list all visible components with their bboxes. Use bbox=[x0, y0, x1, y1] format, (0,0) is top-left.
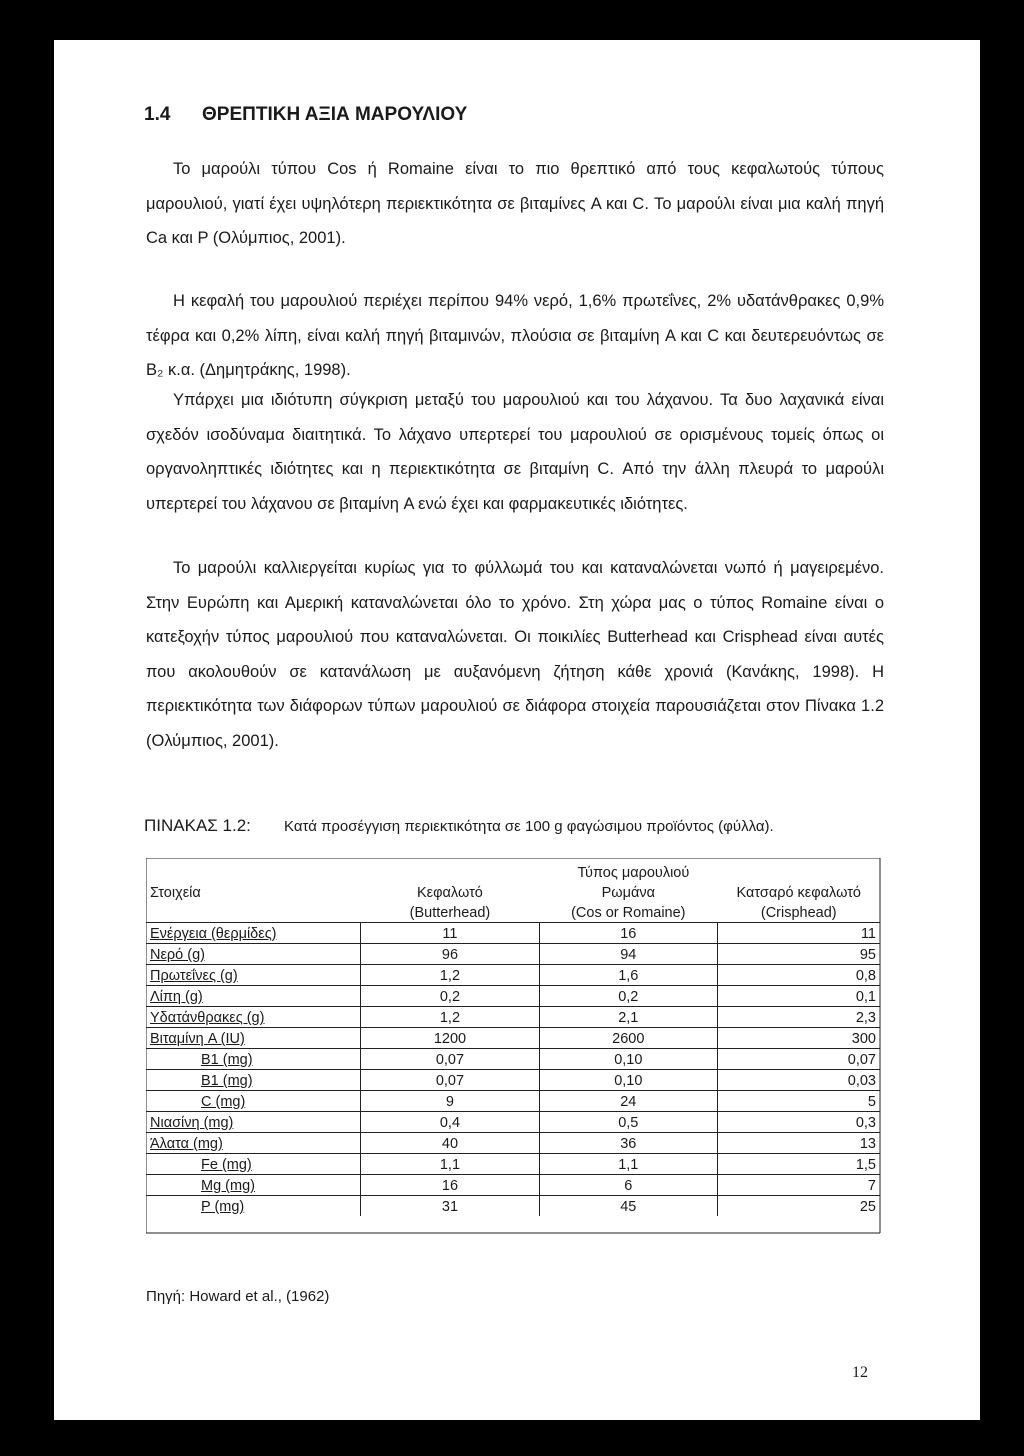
cell-value: 0,8 bbox=[717, 965, 880, 986]
cell-value: 6 bbox=[539, 1175, 717, 1196]
cell-element: Νερό (g) bbox=[146, 944, 361, 965]
cell-value: 1,2 bbox=[361, 965, 539, 986]
cell-value: 0,1 bbox=[717, 986, 880, 1007]
header-element: Στοιχεία bbox=[150, 885, 201, 901]
cell-element: C (mg) bbox=[146, 1091, 361, 1112]
paragraph-2: Η κεφαλή του μαρουλιού περιέχει περίπου 94% νερό, 1,6% πρωτεΐνες, 2% υδατάνθρακες 0,9% τέφρα και 0,2% λίπη, είναι καλή πηγή βιταμινών, πλούσια σε βιταμίνη A και C και δευτερευόντως σε B₂ κ.α. (Δημητράκης, 1998). bbox=[146, 292, 884, 379]
cell-value: 2600 bbox=[539, 1028, 717, 1049]
section-number: 1.4 bbox=[144, 104, 171, 125]
table-caption bbox=[144, 816, 774, 836]
cell-value: 300 bbox=[717, 1028, 880, 1049]
table-header-subrow bbox=[146, 902, 880, 923]
cell-value: 1,1 bbox=[361, 1154, 539, 1175]
document-page bbox=[54, 40, 980, 1420]
cell-value: 1,1 bbox=[539, 1154, 717, 1175]
cell-element: Ενέργεια (θερμίδες) bbox=[146, 923, 361, 944]
header-romaine-sub: (Cos or Romaine) bbox=[571, 905, 686, 921]
cell-value: 31 bbox=[361, 1196, 539, 1217]
section-title: ΘΡΕΠΤΙΚΗ ΑΞΙΑ ΜΑΡΟΥΛΙΟΥ bbox=[202, 104, 468, 125]
header-romaine: Ρωμάνα bbox=[601, 885, 655, 901]
cell-value: 0,5 bbox=[539, 1112, 717, 1133]
group-header: Τύπος μαρουλιού bbox=[577, 865, 690, 881]
table-row bbox=[146, 1028, 880, 1049]
cell-value: 94 bbox=[539, 944, 717, 965]
table-caption-text: Κατά προσέγγιση περιεκτικότητα σε 100 g φαγώσιμου προϊόντος (φύλλα). bbox=[284, 818, 774, 835]
table-row bbox=[146, 1049, 880, 1070]
table-row bbox=[146, 1154, 880, 1175]
paragraph-4: Το μαρούλι καλλιεργείται κυρίως για το φύλλωμά του και καταναλώνεται νωπό ή μαγειρεμένο. Στην Ευρώπη και Αμερική καταναλώνεται όλο το χρόνο. Στη χώρα μας ο τύπος Romaine είναι ο κατεξοχήν τύπος μαρουλιού που καταναλώνεται. Οι ποικιλίες Butterhead και Crisphead είναι αυτές που ακολουθούν σε κατανάλωση με αυξανόμενη ζήτηση κάθε χρονιά (Κανάκης, 1998). Η περιεκτικότητα των διάφορων τύπων μαρουλιού σε διάφορα στοιχεία παρουσιάζεται στον Πίνακα 1.2 (Ολύμπιος, 2001). bbox=[146, 559, 884, 750]
header-crisphead-sub: (Crisphead) bbox=[760, 905, 837, 921]
cell-element: Πρωτεΐνες (g) bbox=[146, 965, 361, 986]
table-label: ΠΙΝΑΚΑΣ 1.2: bbox=[144, 816, 251, 835]
cell-value: 25 bbox=[717, 1196, 880, 1217]
table-row bbox=[146, 1007, 880, 1028]
cell-value: 13 bbox=[717, 1133, 880, 1154]
header-butterhead-sub: (Butterhead) bbox=[409, 905, 491, 921]
table-row bbox=[146, 1091, 880, 1112]
cell-element: P (mg) bbox=[146, 1196, 361, 1217]
cell-value: 1,6 bbox=[539, 965, 717, 986]
cell-value: 0,3 bbox=[717, 1112, 880, 1133]
table-row bbox=[146, 1196, 880, 1217]
cell-value: 36 bbox=[539, 1133, 717, 1154]
section-heading bbox=[144, 104, 467, 126]
cell-element: Βιταμίνη A (IU) bbox=[146, 1028, 361, 1049]
page-number: 12 bbox=[852, 1364, 868, 1381]
cell-value: 0,07 bbox=[717, 1049, 880, 1070]
cell-value: 24 bbox=[539, 1091, 717, 1112]
cell-element: Mg (mg) bbox=[146, 1175, 361, 1196]
cell-value: 0,07 bbox=[361, 1070, 539, 1091]
table-row bbox=[146, 965, 880, 986]
table-row bbox=[146, 923, 880, 944]
cell-value: 2,1 bbox=[539, 1007, 717, 1028]
cell-value: 7 bbox=[717, 1175, 880, 1196]
table-row bbox=[146, 1175, 880, 1196]
header-butterhead: Κεφαλωτό bbox=[417, 885, 483, 901]
cell-value: 1,5 bbox=[717, 1154, 880, 1175]
cell-value: 11 bbox=[361, 923, 539, 944]
cell-value: 0,2 bbox=[539, 986, 717, 1007]
table-row bbox=[146, 986, 880, 1007]
table-row bbox=[146, 1133, 880, 1154]
table-source: Πηγή: Howard et al., (1962) bbox=[146, 1288, 330, 1305]
cell-element: B1 (mg) bbox=[146, 1070, 361, 1091]
cell-value: 0,2 bbox=[361, 986, 539, 1007]
cell-element: Fe (mg) bbox=[146, 1154, 361, 1175]
cell-value: 0,4 bbox=[361, 1112, 539, 1133]
cell-value: 40 bbox=[361, 1133, 539, 1154]
cell-value: 0,10 bbox=[539, 1049, 717, 1070]
cell-value: 9 bbox=[361, 1091, 539, 1112]
cell-element: Άλατα (mg) bbox=[146, 1133, 361, 1154]
cell-value: 0,07 bbox=[361, 1049, 539, 1070]
cell-element: Υδατάνθρακες (g) bbox=[146, 1007, 361, 1028]
cell-element: Λίπη (g) bbox=[146, 986, 361, 1007]
cell-element: B1 (mg) bbox=[146, 1049, 361, 1070]
cell-value: 1,2 bbox=[361, 1007, 539, 1028]
cell-value: 0,03 bbox=[717, 1070, 880, 1091]
table-row bbox=[146, 944, 880, 965]
cell-value: 95 bbox=[717, 944, 880, 965]
cell-value: 5 bbox=[717, 1091, 880, 1112]
cell-value: 16 bbox=[539, 923, 717, 944]
cell-value: 45 bbox=[539, 1196, 717, 1217]
nutrition-table bbox=[146, 862, 880, 1216]
paragraph-1: Το μαρούλι τύπου Cos ή Romaine είναι το πιο θρεπτικό από τους κεφαλωτούς τύπους μαρουλιού, γιατί έχει υψηλότερη περιεκτικότητα σε βιταμίνες A και C. Το μαρούλι είναι μια καλή πηγή Ca και P (Ολύμπιος, 2001). bbox=[146, 160, 884, 247]
table-header-group bbox=[146, 862, 880, 882]
header-crisphead: Κατσαρό κεφαλωτό bbox=[736, 885, 861, 901]
cell-value: 2,3 bbox=[717, 1007, 880, 1028]
table-header-row bbox=[146, 882, 880, 902]
cell-element: Νιασίνη (mg) bbox=[146, 1112, 361, 1133]
table-row bbox=[146, 1112, 880, 1133]
paragraph-3: Υπάρχει μια ιδιότυπη σύγκριση μεταξύ του μαρουλιού και του λάχανου. Τα δυο λαχανικά είναι σχεδόν ισοδύναμα διαιτητικά. Το λάχανο υπερτερεί του μαρουλιού σε ορισμένους τομείς όπως οι οργανοληπτικές ιδιότητες και η περιεκτικότητα σε βιταμίνη C. Από την άλλη πλευρά το μαρούλι υπερτερεί του λάχανου σε βιταμίνη A ενώ έχει και φαρμακευτικές ιδιότητες. bbox=[146, 391, 884, 513]
cell-value: 11 bbox=[717, 923, 880, 944]
cell-value: 96 bbox=[361, 944, 539, 965]
cell-value: 1200 bbox=[361, 1028, 539, 1049]
cell-value: 0,10 bbox=[539, 1070, 717, 1091]
cell-value: 16 bbox=[361, 1175, 539, 1196]
table-row bbox=[146, 1070, 880, 1091]
table-body bbox=[146, 923, 880, 1217]
